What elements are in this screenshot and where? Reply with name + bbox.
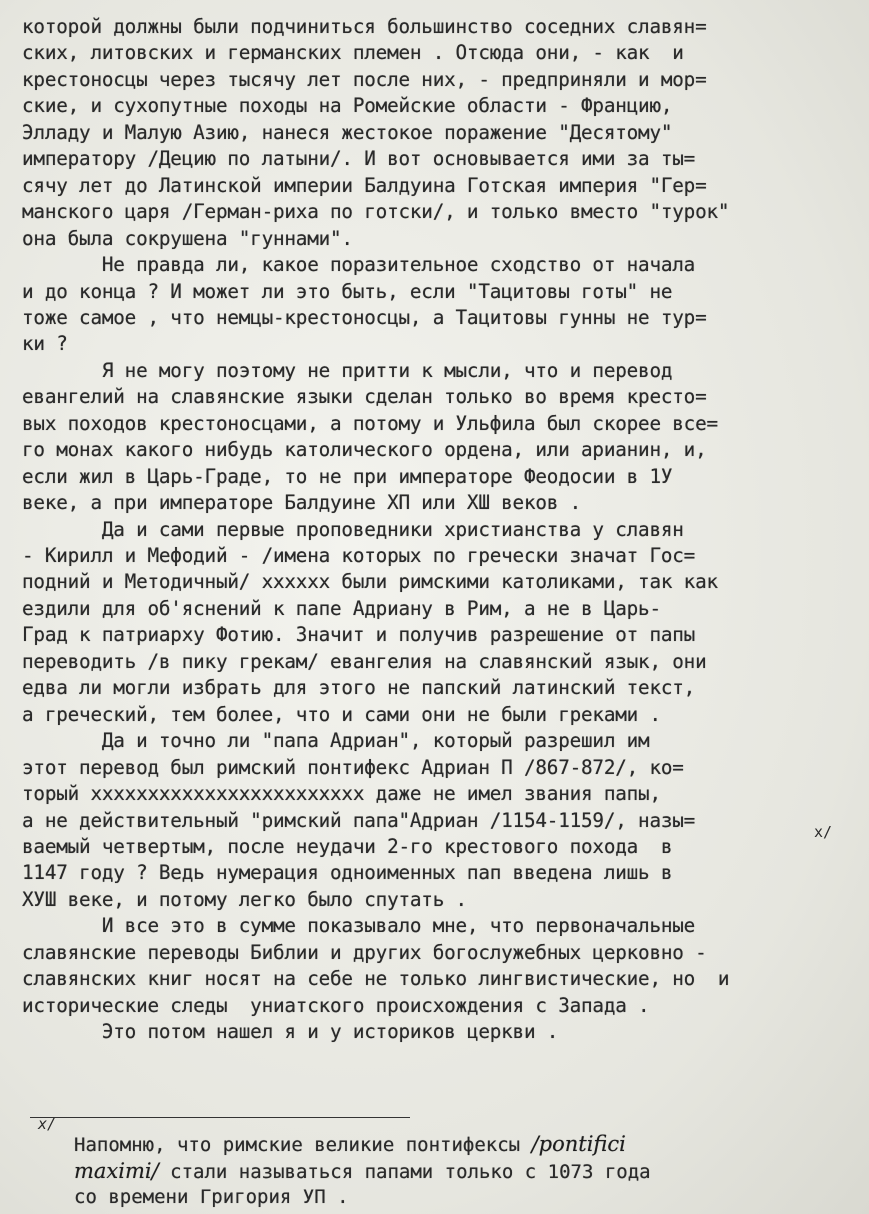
text-line: которой должны были подчиниться большинство соседних славян=	[22, 15, 707, 38]
text-line: она была сокрушена "гуннами".	[22, 226, 353, 250]
text-line: ХУШ веке, и потому легко было спутать .	[22, 887, 467, 911]
text-line: крестоносцы через тысячу лет после них, - предприняли и мор=	[22, 67, 707, 91]
text-line: подний и Методичный/ хххххх были римскими католиками, так как	[22, 570, 718, 594]
text-line: ские, и сухопутные походы на Ромейские области - Францию,	[22, 94, 673, 118]
text-line: едва ли могли избрать для этого не папский латинский текст,	[22, 676, 696, 700]
footnote-separator	[30, 1117, 410, 1118]
footnote-line-3: со времени Григория УП .	[74, 1186, 349, 1208]
text-line: 1147 году ? Ведь нумерация одноименных пап введена лишь в	[22, 861, 673, 885]
footnote	[74, 1131, 794, 1213]
footnote-marker: x/	[38, 1115, 57, 1133]
text-line: Град к патриарху Фотию. Значит и получив разрешение от папы	[22, 623, 696, 647]
text-line: торый хххххххххххххххххххххххх даже не имел звания папы,	[22, 782, 661, 806]
text-line: этот перевод был римский понтифекс Адриан П /867-872/, ко=	[22, 755, 684, 779]
text-line: если жил в Царь-Граде, то не при императоре Феодосии в 1У	[22, 464, 673, 488]
text-line: веке, а при императоре Балдуине ХП или ХШ веков .	[22, 491, 582, 515]
text-line: и до конца ? И может ли это быть, если "Тацитовы готы" не	[22, 279, 673, 303]
handwritten-latin-2: maximi/	[74, 1159, 159, 1183]
text-line: славянских книг носят на себе не только лингвистические, но и	[22, 967, 730, 991]
text-line: Да и сами первые проповедники христианства у славян	[22, 517, 684, 541]
text-line: Это потом нашел я и у историков церкви .	[22, 1020, 559, 1044]
text-line: переводить /в пику грекам/ евангелия на славянский язык, они	[22, 649, 707, 673]
text-line: Не правда ли, какое поразительное сходство от начала	[22, 253, 696, 277]
text-line: славянские переводы Библии и других богослужебных церковно -	[22, 940, 707, 964]
text-line: И все это в сумме показывало мне, что первоначальные	[22, 914, 696, 938]
text-line: манского царя /Герман-риха по готски/, и только вместо "турок"	[22, 200, 730, 224]
text-line: Элладу и Малую Азию, нанеся жестокое поражение "Десятому"	[22, 120, 673, 144]
text-line: ских, литовских и германских племен . Отсюда они, - как и	[22, 41, 684, 65]
text-line: евангелий на славянские языки сделан только во время кресто=	[22, 385, 707, 409]
footnote-line-2: maximi/ стали называться папами только с 1073 года	[74, 1159, 651, 1183]
text-line: вых походов крестоносцами, а потому и Ульфила был скорее все=	[22, 411, 718, 435]
handwritten-latin-1: /pontifici	[531, 1132, 626, 1156]
text-line: Да и точно ли "папа Адриан", который разрешил им	[22, 729, 650, 753]
text-line: ки ?	[22, 332, 68, 356]
text-line: а не действительный "римский папа"Адриан /1154-1159/, назы=	[22, 808, 696, 832]
text-line: сячу лет до Латинской империи Балдуина Готская империя "Гер=	[22, 173, 707, 197]
text-line: ездили для об'яснений к папе Адриану в Рим, а не в Царь-	[22, 596, 661, 620]
footnote-reference-mark: x/	[814, 823, 833, 841]
text-line: императору /Децию по латыни/. И вот основывается ими за ты=	[22, 147, 696, 171]
text-line: го монах какого нибудь католического ордена, или арианин, и,	[22, 438, 707, 462]
text-line: Я не могу поэтому не притти к мысли, что и перевод	[22, 358, 673, 382]
text-line: ваемый четвертым, после неудачи 2-го крестового похода в	[22, 834, 673, 858]
footnote-line-1: Напомню, что римские великие понтифексы /pontifici	[74, 1132, 626, 1156]
text-line: тоже самое , что немцы-крестоносцы, а Тацитовы гунны не тур=	[22, 305, 707, 329]
text-line: исторические следы униатского происхождения с Запада .	[22, 993, 650, 1017]
text-line: - Кирилл и Мефодий - /имена которых по гречески значат Гос=	[22, 544, 696, 567]
text-line: а греческий, тем более, что и сами они не были греками .	[22, 702, 661, 726]
